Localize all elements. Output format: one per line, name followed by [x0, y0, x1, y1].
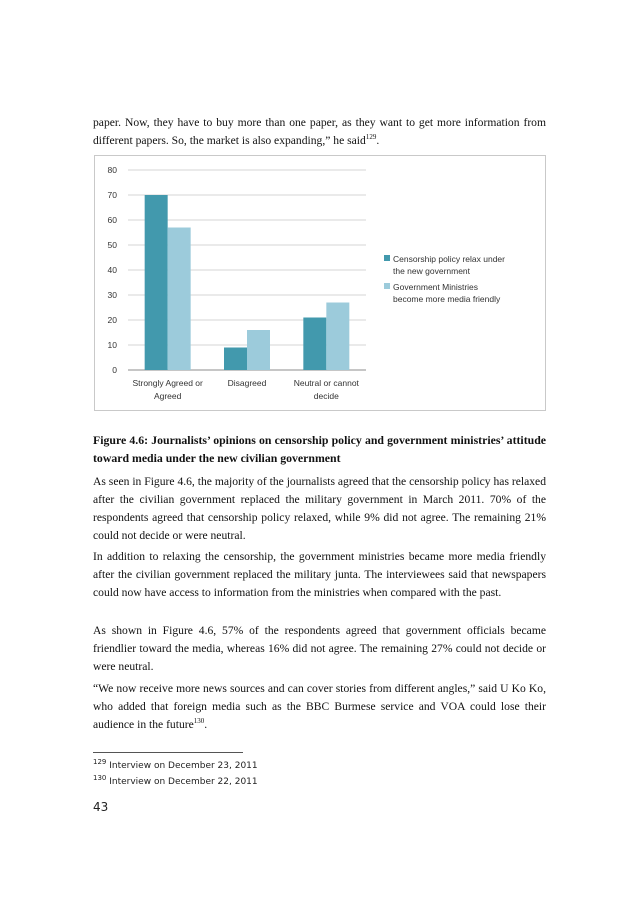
intro-paragraph: [93, 114, 546, 150]
x-tick-label: Agreed: [153, 391, 182, 401]
footnote-number: 130: [93, 774, 107, 782]
footnote-130: [93, 774, 258, 787]
y-tick-label: 70: [107, 190, 117, 200]
intro-text: paper. Now, they have to buy more than one paper, as they want to get more information from different papers. So, the market is also expanding,” he said: [93, 116, 546, 147]
x-tick-label: Neutral or cannot: [293, 378, 359, 388]
quote-paragraph: [93, 680, 546, 734]
footnote-text: Interview on December 23, 2011: [106, 761, 258, 771]
quote-text: “We now receive more news sources and can cover stories from different angles,” said U Ko Ko, who added that foreign media such as the BBC Burmese service and VOA could lose their audience in the future: [93, 682, 546, 731]
y-tick-label: 50: [107, 240, 117, 250]
page-number: 43: [93, 800, 109, 814]
y-tick-label: 40: [107, 265, 117, 275]
intro-end: .: [376, 134, 380, 147]
footnote-number: 129: [93, 758, 107, 766]
bar-2: [168, 228, 191, 371]
legend-label: Government Ministries: [393, 282, 479, 292]
legend-label: Censorship policy relax under: [393, 254, 505, 264]
legend-swatch: [384, 255, 390, 261]
bar-chart: [94, 155, 546, 411]
y-tick-label: 10: [107, 340, 117, 350]
y-tick-label: 20: [107, 315, 117, 325]
bar-1: [145, 195, 168, 370]
bar-2: [326, 303, 349, 371]
bar-1: [224, 348, 247, 371]
bar-2: [247, 330, 270, 370]
x-tick-label: Disagreed: [227, 378, 267, 388]
footnote-text: Interview on December 22, 2011: [106, 777, 258, 787]
bar-1: [303, 318, 326, 371]
figure-caption: Figure 4.6: Journalists’ opinions on censorship policy and government ministries’ attitude toward media under the new civilian government: [93, 433, 546, 465]
footnote-ref-130: 130: [193, 717, 205, 726]
legend-label: the new government: [393, 266, 471, 276]
y-tick-label: 0: [112, 365, 117, 375]
quote-end: .: [204, 718, 208, 731]
footnote-129: [93, 758, 258, 771]
paragraph-2: In addition to relaxing the censorship, the government ministries became more media friendly after the civilian government replaced the military junta. The interviewees said that newspapers could now have access to information from the ministries when compared with the past.: [93, 550, 546, 599]
y-tick-label: 80: [107, 165, 117, 175]
legend-swatch: [384, 283, 390, 289]
y-tick-label: 60: [107, 215, 117, 225]
footnote-ref-129: 129: [365, 133, 377, 142]
legend-label: become more media friendly: [393, 294, 501, 304]
paragraph-1: As seen in Figure 4.6, the majority of the journalists agreed that the censorship policy has relaxed after the civilian government replaced the military government in March 2011. 70% of the respondents agreed that censorship policy relaxed, while 9% did not agree. The remaining 21% could not decide or were neutral.: [93, 475, 546, 542]
footnote-divider: [93, 752, 243, 753]
paragraph-3: As shown in Figure 4.6, 57% of the respondents agreed that government officials became friendlier toward the media, whereas 16% did not agree. The remaining 27% could not decide or were neutral.: [93, 624, 546, 673]
y-tick-label: 30: [107, 290, 117, 300]
x-tick-label: Strongly Agreed or: [132, 378, 203, 388]
x-tick-label: decide: [313, 391, 339, 401]
